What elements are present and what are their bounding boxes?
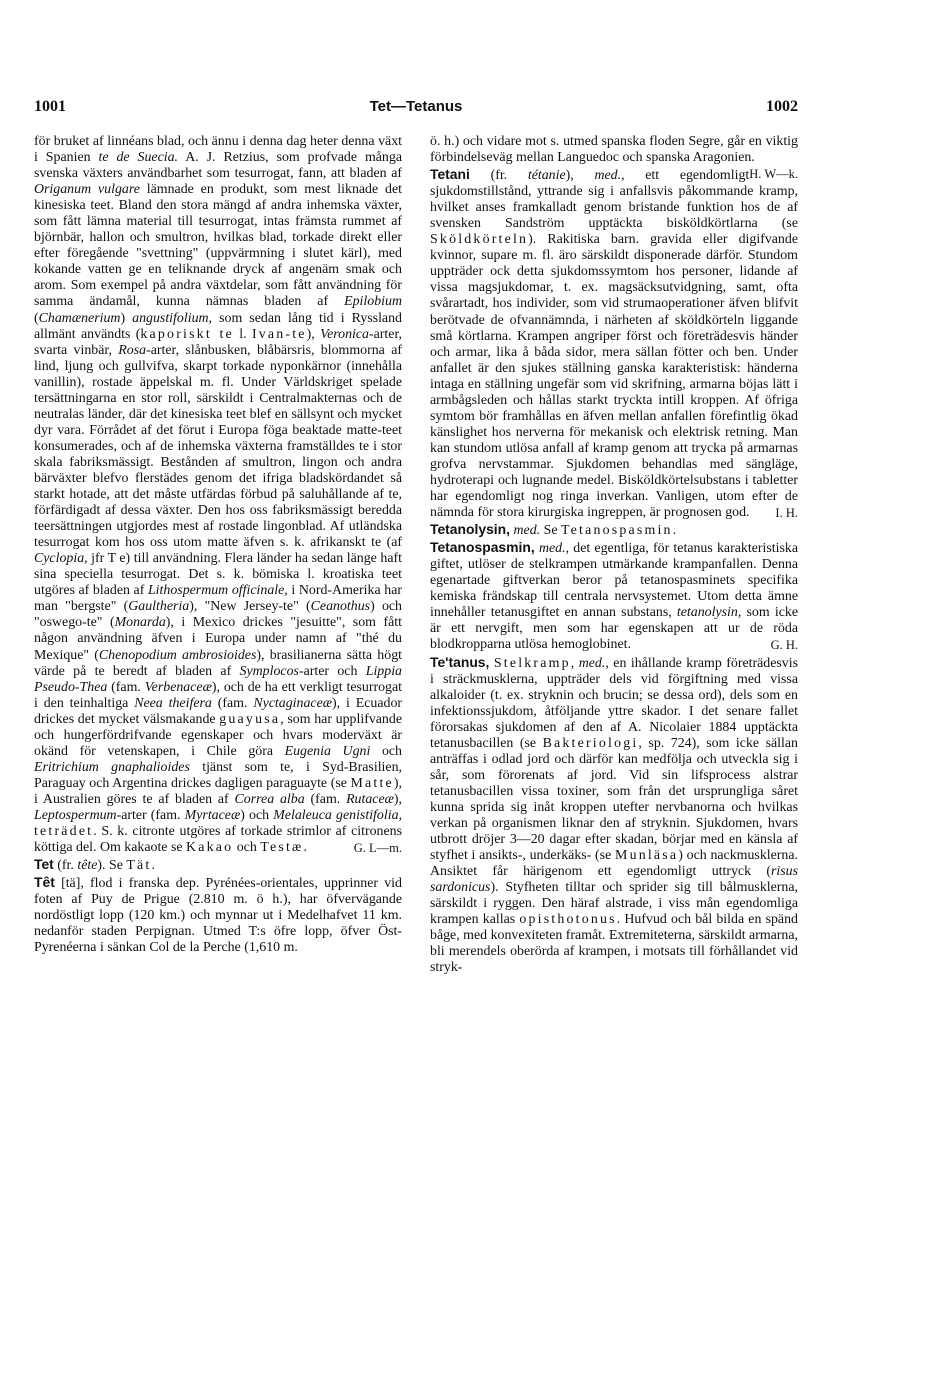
entry-te-continuation (34, 134, 402, 856)
entry-text: Tetani (fr. tétanie), med., ett egendomligt sjukdomstillstånd, yttrande sig i anfallsvis påkommande kramp, hvilket anses framkalladt genom bristande funktion hos de af svensken Sandström upptäckta bisköldkörtlarna (se Sköldkörteln). Rakitiska barn. gravida eller digifvande kvinnor, supare m. fl. äro särskildt disponerade därför. Stundom uppträder ock detta sjukdomssymtom hos personer, lidande af vissa magsjukdomar, t. ex. magsäcksutvidgning, samt, ofta svårartadt, hos individer, som vid strumaoperationer äfven blifvit berötvade de ofvannämnda, i närheten af sköldkörteln liggande små körtlarna. Krampen angriper först och företrädesvis händer och armar, lika å båda sidor, mera sällan fötter och ben. Under anfallet är den sjukes ställning ganska karakteristisk: händerna intaga en ställning ungefär som vid skrifning, armarna böjas lätt i armbågsleden och hållas starkt tryckta intill kroppen. Af öfriga symtom bör framhållas en äfven mellan anfallen förefintlig ökad känslighet hos nerverna för mekanisk och elektrisk retning. Man kan stundom utlösa anfall af kramp genom att trycka på armarnas grofva nervstammar. Sjukdomen behandlas med sängläge, hydroterapi och lugnande medel. Bisköldkörtelsubstans i tabletter har egendomligt nog ringa inverkan. Vanligen, utom efter de nämnda för stora kirurgiska ingreppen, är prognosen god. (430, 166, 798, 521)
entry-text: ö. h.) och vidare mot s. utmed spanska floden Segre, går en viktig förbindelseväg mellan Languedoc och spanska Aragonien. (430, 134, 798, 166)
page-number-left: 1001 (34, 98, 66, 115)
left-column (34, 134, 402, 956)
right-column (430, 134, 798, 976)
entry-tetanolysin: Tetanolysin, med. Se Tetanospasmin. (430, 521, 677, 539)
entry-tetanospasmin (430, 539, 798, 653)
entry-tet-river: Têt [tä], flod i franska dep. Pyrénées-orientales, upprinner vid foten af Puy de Prigue (2.810 m. ö h.), har öfvervägande nordöstligt lopp (120 km.) och mynnar ut i Medelhafvet 11 km. nedanför staden Perpignan. Utmed T:s öfre lopp, öfver Öst-Pyrenéerna i sänkan Col de la Perche (1,610 m. (34, 874, 402, 956)
entry-text: för bruket af linnéans blad, och ännu i denna dag heter denna växt i Spanien te de Suecia. A. J. Retzius, som profvade många svenska växters användbarhet som tesurrogat, fann, att bladen af Origanum vulgare lämnade en produkt, som mest liknade det kinesiska teet. Bland den stora mängd af andra inhemska växter, som fått lämna material till tesurrogat, intas främsta rummet af björnbär, hallon och smultron, hvilkas blad, torkade direkt eller efter föregående "svettning" (uppvärmning i slutet kärl), med kokande vatten ge en teliknande dryck af angenäm smak och arom. Som exempel på andra växtdelar, som fått användning för samma ändamål, kunna nämnas bladen af Epilobium (Chamænerium) angustifolium, som sedan lång tid i Ryssland allmänt användts (kaporiskt te l. Ivan-te), Veronica-arter, svarta vinbär, Rosa-arter, slånbusken, blåbärsris, blommorna af lind, ljung och gullvifva, skarpt torkade nyponkärnor (innehålla vanillin), rostade äppelskal m. fl. Under Världskriget spelade tersättningarna en stor roll, särskildt i Centralmakternas och de neutralas länder, där det kinesiska teet blef en sällsynt och mycket dyr vara. Förrådet af det förut i Europa föga beaktade matte-teet konsumerades, och af de inhemska växterna framställdes te i stor skala fabriksmässigt. Bestånden af smultron, lingon och andra bärväxter blefvo flerstädes genom det ifriga bladskördandet så starkt hotade, att det måste utfärdas förbud på saluhållande af te, förfärdigadt af dessa växter. Den hos oss fabriksmässigt beredda teersättningen utgjordes mest af rostade lingonblad. Af utländska tesurrogat kom hos oss utom matte äfven s. k. afrikanskt te (af Cyclopia, jfr T e) till användning. Flera länder ha sedan länge haft sina speciella tesurrogat. Det s. k. bömiska l. kroatiska teet utgöres af bladen af Lithospermum officinale, i Nord-Amerika har man "bergste" (Gaultheria), "New Jersey-te" (Ceanothus) och "oswego-te" (Monarda), i Mexico drickes "jesuitte", som fått någon användning äfven i Europa under namn af "thé du Mexique" (Chenopodium ambrosioides), brasilianerna sätta högt värde på te beredt af bladen af Symplocos-arter och Lippia Pseudo-Thea (fam. Verbenaceæ), och de ha ett verkligt tesurrogat i den teinhaltiga Neea theifera (fam. Nyctaginaceæ), i Ecuador drickes det mycket välsmakande guayusa, som har upplifvande och hungerfördrifvande egenskaper och hvars moderväxt är okänd för vetenskapen, i Chile göra Eugenia Ugni och Eritrichium gnaphalioides tjänst som te, i Syd-Brasilien, Paraguay och Argentina drickes dagligen paraguayte (se Matte), i Australien göres te af bladen af Correa alba (fam. Rutaceæ), Leptospermum-arter (fam. Myrtaceæ) och Melaleuca genistifolia, teträdet. S. k. citronte utgöres af torkade strimlor af citronens köttiga del. Om kakaote se Kakao och Testæ. (34, 134, 403, 856)
entry-tet: Tet (fr. tête). Se Tät. (34, 856, 155, 874)
author-signature: I. H. (775, 506, 798, 521)
page-number-right: 1002 (766, 98, 798, 115)
entry-tetani (430, 166, 798, 521)
author-signature: G. L—m. (353, 841, 402, 856)
entry-text: Tetanospasmin, med., det egentliga, för tetanus karakteristiska giftet, utlöser de stelkrampen utmärkande krampanfallen. Denna egenartade giftverkan beror på tetanospasminets specifika kemiska frändskap till centrala nervsystemet. Utom detta ämne innehåller tetanusgiftet en annan substans, tetanolysin, som icke är ett nervgift, men som har egenskapen att ur de röda blodkropparna utlösa hemoglobinet. (430, 539, 798, 653)
entry-tet-river-continuation (430, 134, 798, 182)
author-signature: G. H. (770, 638, 798, 653)
author-signature: H. W—k. (749, 167, 798, 182)
page-header (34, 98, 798, 122)
entry-tetanus: Te'tanus, Stelkramp, med., en ihållande kramp företrädesvis i sträckmusklerna, uppträder dels vid förgiftning med vissa alkaloider (t. ex. stryknin och brucin; se dessa ord), dels som en infektionssjukdom, åtföljande yttre skador. I det senare fallet förorsakas sjukdomen af den af A. Nicolaier 1884 upptäckta tetanusbacillen (se Bakteriologi, sp. 724), som icke sällan anträffas i odlad jord och därför kan medfölja och utveckla sig i sår, som förorenats af jord. Vid sin lifsprocess alstrar tetanusbacillen vissa toxiner, som från det ursprungliga såret kunna sprida sig inåt kroppen utefter nervbanorna och hvilkas verkan på organismen liknar den af stryknin. Sjukdomen, hvars utbrott dröjer 3—20 dagar efter skadan, börjar med en känsla af styfhet i ansikts-, underkäks- (se Munläsa) och nackmusklerna. Ansiktet får härigenom ett egendomligt uttryck (risus sardonicus). Styfheten tilltar och sprider sig till bålmusklerna, särskildt i ryggen. Den häraf alstrade, i viss mån egendomliga krampen kallas opisthotonus. Hufvud och bål bilda en spänd båge, med konvexiteten framåt. Extremiteterna, särskildt armarna, bli merendels oberörda af krampen, i motsats till förhållandet vid stryk- (430, 653, 799, 976)
running-title: Tet—Tetanus (369, 98, 463, 115)
